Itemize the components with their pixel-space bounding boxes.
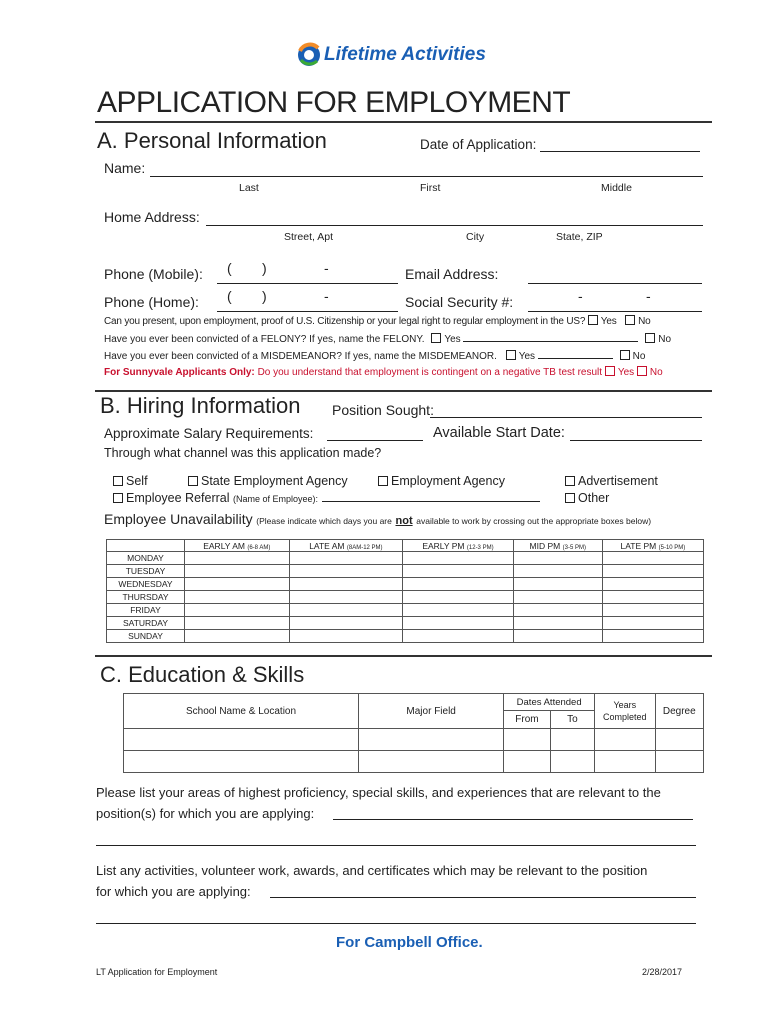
other-checkbox[interactable]	[565, 493, 575, 503]
sunnyvale-note: For Sunnyvale Applicants Only:	[104, 367, 255, 378]
edu-cell[interactable]	[550, 729, 594, 751]
skills-prompt-line2: position(s) for which you are applying:	[96, 806, 315, 821]
edu-cell[interactable]	[124, 729, 359, 751]
availability-cell[interactable]	[289, 565, 403, 578]
availability-cell[interactable]	[185, 630, 290, 643]
question-text: Have you ever been convicted of a FELONY? If yes, name the FELONY.	[104, 334, 425, 345]
day-label: WEDNESDAY	[107, 578, 185, 591]
day-label: SATURDAY	[107, 617, 185, 630]
edu-cell[interactable]	[504, 729, 550, 751]
edu-cell[interactable]	[359, 729, 504, 751]
date-of-application-label: Date of Application:	[420, 137, 537, 152]
address-sub-state: State, ZIP	[556, 231, 603, 243]
section-c-rule	[95, 655, 712, 657]
page-title: APPLICATION FOR EMPLOYMENT	[97, 86, 571, 119]
salary-label: Approximate Salary Requirements:	[104, 426, 314, 441]
q2-yes-checkbox[interactable]	[431, 333, 441, 343]
paren-close: )	[262, 288, 267, 304]
referral-name-field[interactable]	[322, 492, 540, 502]
q2-no-label: No	[658, 334, 672, 345]
availability-cell[interactable]	[185, 578, 290, 591]
ssn-field[interactable]	[528, 290, 702, 312]
availability-cell[interactable]	[513, 617, 602, 630]
education-header-row	[124, 694, 704, 711]
state-agency-checkbox[interactable]	[188, 476, 198, 486]
col-late-am: LATE AM (8AM-12 PM)	[289, 540, 403, 552]
ssn-label: Social Security #:	[405, 294, 514, 310]
q4-yes-checkbox[interactable]	[605, 366, 615, 376]
day-label: SUNDAY	[107, 630, 185, 643]
col-years: Years Completed	[595, 694, 656, 729]
channel-state	[188, 474, 348, 488]
q2-yes-label: Yes	[444, 334, 461, 345]
logo-text: Lifetime Activities	[324, 44, 486, 65]
edu-cell[interactable]	[124, 751, 359, 773]
home-address-label: Home Address:	[104, 209, 200, 225]
q3-yes-label: Yes	[518, 351, 536, 362]
day-label: TUESDAY	[107, 565, 185, 578]
edu-cell[interactable]	[550, 751, 594, 773]
home-address-field[interactable]	[206, 209, 703, 226]
activities-field-line2[interactable]	[96, 908, 696, 924]
availability-row	[107, 565, 704, 578]
edu-cell[interactable]	[655, 751, 703, 773]
availability-cell[interactable]	[403, 552, 514, 565]
availability-cell[interactable]	[513, 591, 602, 604]
availability-cell[interactable]	[513, 565, 602, 578]
advertisement-label: Advertisement	[578, 474, 658, 488]
phone-mobile-field[interactable]	[217, 262, 398, 284]
availability-row	[107, 591, 704, 604]
unavailability-note-pre: (Please indicate which days you are	[256, 516, 392, 526]
referral-label: Employee Referral	[126, 491, 230, 505]
day-label: FRIDAY	[107, 604, 185, 617]
availability-cell[interactable]	[185, 565, 290, 578]
name-field[interactable]	[150, 160, 703, 177]
skills-field-line2[interactable]	[96, 830, 696, 846]
self-checkbox[interactable]	[113, 476, 123, 486]
q1-yes-label: Yes	[600, 316, 617, 327]
misdemeanor-name-field[interactable]	[538, 349, 613, 359]
unavailability-note-post: available to work by crossing out the appropriate boxes below)	[416, 516, 652, 526]
section-b-rule	[95, 390, 712, 392]
channel-agency	[378, 474, 505, 488]
name-sub-last: Last	[239, 182, 259, 194]
footer-right: 2/28/2017	[642, 967, 683, 977]
section-a-heading: A. Personal Information	[97, 128, 327, 153]
channel-referral	[113, 491, 540, 505]
start-date-label: Available Start Date:	[433, 425, 565, 441]
edu-cell[interactable]	[595, 751, 656, 773]
unavailability-table	[106, 539, 704, 643]
availability-cell[interactable]	[289, 604, 403, 617]
salary-field[interactable]	[327, 424, 423, 441]
question-misdemeanor	[104, 349, 645, 362]
address-sub-street: Street, Apt	[284, 231, 334, 243]
name-sub-first: First	[420, 182, 441, 194]
campbell-office-note: For Campbell Office.	[336, 934, 483, 951]
availability-row	[107, 630, 704, 643]
edu-cell[interactable]	[504, 751, 550, 773]
employment-agency-checkbox[interactable]	[378, 476, 388, 486]
availability-row	[107, 552, 704, 565]
availability-cell[interactable]	[403, 578, 514, 591]
day-label: THURSDAY	[107, 591, 185, 604]
availability-cell[interactable]	[602, 604, 703, 617]
referral-checkbox[interactable]	[113, 493, 123, 503]
footer-left: LT Application for Employment	[96, 967, 218, 977]
unavailability-not: not	[395, 515, 413, 527]
q3-yes-checkbox[interactable]	[506, 350, 516, 360]
availability-cell[interactable]	[403, 604, 514, 617]
employment-agency-label: Employment Agency	[391, 474, 505, 488]
availability-cell[interactable]	[289, 617, 403, 630]
availability-cell[interactable]	[185, 617, 290, 630]
date-of-application-field[interactable]	[540, 136, 700, 152]
company-logo	[296, 42, 486, 70]
availability-cell[interactable]	[289, 630, 403, 643]
col-late-pm: LATE PM (5-10 PM)	[602, 540, 703, 552]
phone-home-label: Phone (Home):	[104, 294, 199, 310]
availability-cell[interactable]	[289, 552, 403, 565]
availability-cell[interactable]	[602, 552, 703, 565]
logo-icon	[296, 42, 322, 68]
availability-cell[interactable]	[289, 578, 403, 591]
q2-no-checkbox[interactable]	[645, 333, 655, 343]
q1-no-label: No	[638, 316, 651, 327]
availability-cell[interactable]	[602, 578, 703, 591]
q3-no-checkbox[interactable]	[620, 350, 630, 360]
skills-prompt: Please list your areas of highest proficiency, special skills, and experiences that are relevant to the	[96, 785, 661, 800]
referral-note: (Name of Employee):	[233, 494, 319, 504]
availability-cell[interactable]	[289, 591, 403, 604]
availability-cell[interactable]	[185, 591, 290, 604]
state-agency-label: State Employment Agency	[201, 474, 348, 488]
question-text: Do you understand that employment is contingent on a negative TB test result	[257, 367, 603, 378]
paren-open: (	[227, 288, 232, 304]
col-to: To	[550, 711, 594, 729]
education-row	[124, 751, 704, 773]
col-major: Major Field	[359, 694, 504, 729]
availability-cell[interactable]	[403, 591, 514, 604]
paren-close: )	[262, 260, 267, 276]
ssn-dash-1: -	[578, 288, 583, 304]
channel-question: Through what channel was this application made?	[104, 446, 382, 460]
question-text: Have you ever been convicted of a MISDEMEANOR? If yes, name the MISDEMEANOR.	[104, 351, 497, 362]
name-label: Name:	[104, 160, 146, 176]
availability-cell[interactable]	[185, 604, 290, 617]
question-tb-test	[104, 366, 663, 378]
education-row	[124, 729, 704, 751]
q4-no-label: No	[649, 367, 663, 378]
availability-row	[107, 578, 704, 591]
q1-no-checkbox[interactable]	[625, 315, 635, 325]
corner-cell	[107, 540, 185, 552]
availability-cell[interactable]	[513, 552, 602, 565]
activities-prompt-line2: for which you are applying:	[96, 884, 251, 899]
felony-name-field[interactable]	[463, 332, 638, 342]
question-citizenship	[104, 315, 651, 327]
availability-cell[interactable]	[513, 604, 602, 617]
phone-dash: -	[324, 260, 329, 276]
day-label: MONDAY	[107, 552, 185, 565]
phone-mobile-label: Phone (Mobile):	[104, 266, 203, 282]
edu-cell[interactable]	[359, 751, 504, 773]
col-from: From	[504, 711, 550, 729]
availability-cell[interactable]	[602, 630, 703, 643]
q3-no-label: No	[632, 351, 646, 362]
edu-cell[interactable]	[595, 729, 656, 751]
position-sought-field[interactable]	[430, 400, 702, 418]
question-text: Can you present, upon employment, proof of U.S. Citizenship or your legal right to regular employment in the US?	[104, 316, 586, 327]
availability-row	[107, 617, 704, 630]
availability-row	[107, 604, 704, 617]
availability-cell[interactable]	[513, 578, 602, 591]
email-field[interactable]	[528, 262, 702, 284]
unavailability-label: Employee Unavailability	[104, 511, 253, 527]
title-rule	[95, 121, 712, 123]
col-degree: Degree	[655, 694, 703, 729]
col-mid-pm: MID PM (3-5 PM)	[513, 540, 602, 552]
position-sought-label: Position Sought:	[332, 402, 434, 418]
skills-field-line1[interactable]	[333, 804, 693, 820]
edu-cell[interactable]	[655, 729, 703, 751]
availability-cell[interactable]	[185, 552, 290, 565]
activities-prompt: List any activities, volunteer work, awards, and certificates which may be relevant to the position	[96, 863, 648, 878]
availability-cell[interactable]	[403, 565, 514, 578]
q4-no-checkbox[interactable]	[637, 366, 647, 376]
availability-cell[interactable]	[602, 617, 703, 630]
phone-home-field[interactable]	[217, 290, 398, 312]
col-dates: Dates Attended	[504, 694, 595, 711]
channel-self	[113, 474, 148, 488]
phone-dash: -	[324, 288, 329, 304]
col-early-pm: EARLY PM (12-3 PM)	[403, 540, 514, 552]
paren-open: (	[227, 260, 232, 276]
section-b-heading: B. Hiring Information	[100, 393, 301, 418]
section-c-heading: C. Education & Skills	[100, 662, 305, 687]
start-date-field[interactable]	[570, 424, 702, 441]
question-felony	[104, 332, 671, 345]
address-sub-city: City	[466, 231, 485, 243]
advertisement-checkbox[interactable]	[565, 476, 575, 486]
availability-cell[interactable]	[602, 565, 703, 578]
q1-yes-checkbox[interactable]	[588, 315, 598, 325]
col-school: School Name & Location	[124, 694, 359, 729]
availability-cell[interactable]	[513, 630, 602, 643]
col-early-am: EARLY AM (6-8 AM)	[185, 540, 290, 552]
email-label: Email Address:	[405, 266, 499, 282]
unavailability-heading	[104, 511, 651, 527]
availability-cell[interactable]	[403, 630, 514, 643]
availability-cell[interactable]	[403, 617, 514, 630]
activities-field-line1[interactable]	[270, 882, 696, 898]
education-table	[123, 693, 704, 773]
name-sub-middle: Middle	[601, 182, 632, 194]
channel-advertisement	[565, 474, 658, 488]
availability-header-row	[107, 540, 704, 552]
ssn-dash-2: -	[646, 288, 651, 304]
channel-other	[565, 491, 609, 505]
q4-yes-label: Yes	[617, 367, 635, 378]
self-label: Self	[126, 474, 148, 488]
availability-cell[interactable]	[602, 591, 703, 604]
other-label: Other	[578, 491, 610, 505]
